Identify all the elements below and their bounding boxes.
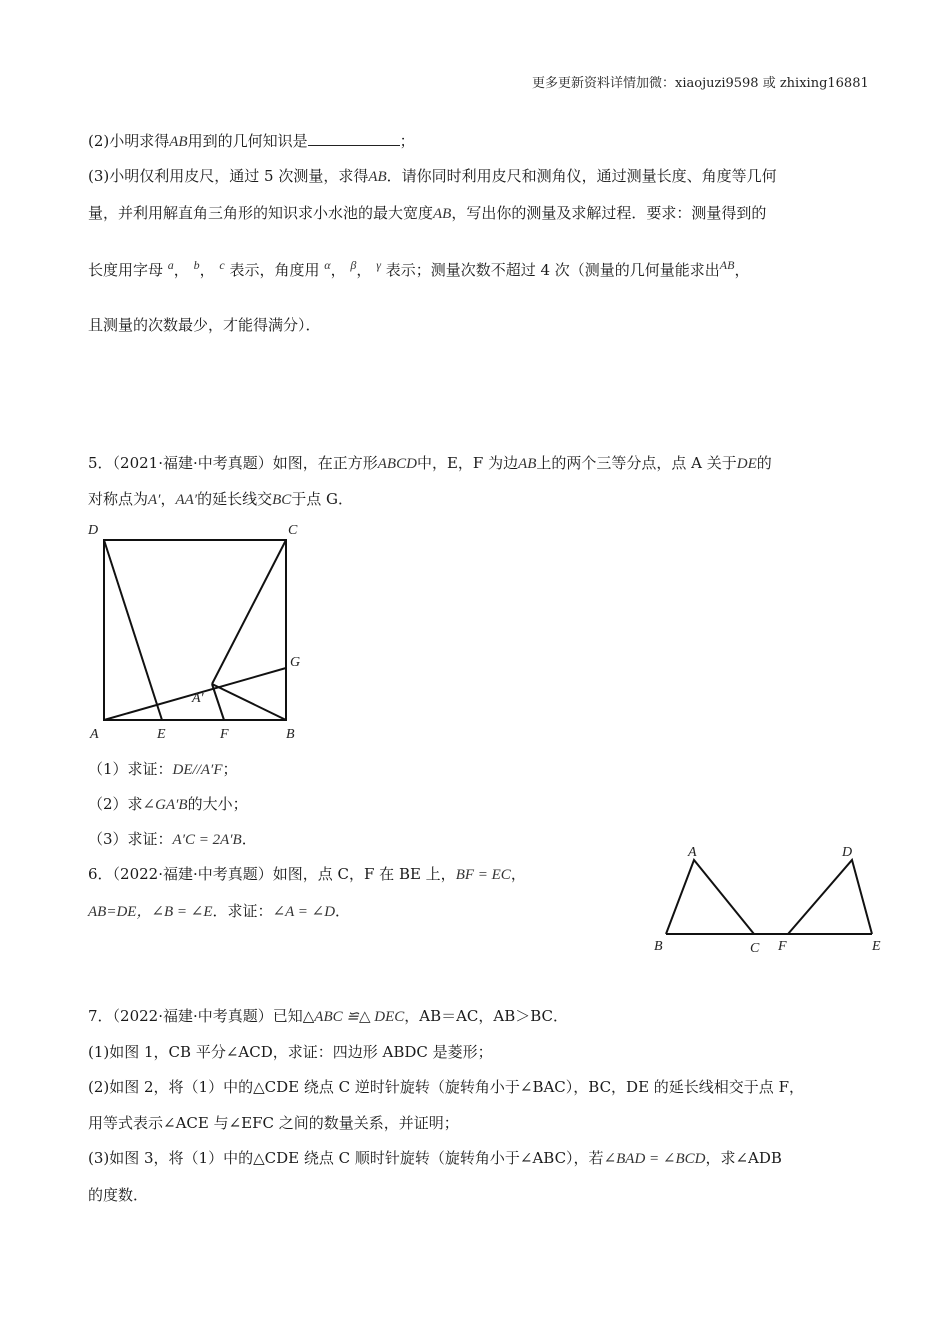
- q5-sub2: （2）求∠GA′B的大小；: [88, 795, 248, 813]
- answer-blank[interactable]: [308, 133, 400, 146]
- label-f: F: [778, 939, 787, 954]
- q6-stem-line1: 6．（2022·福建·中考真题）如图，点 C，F 在 BE 上，BF = EC，: [88, 865, 526, 883]
- label-f: F: [220, 727, 229, 742]
- q4-part3-line1: (3)小明仅利用皮尺，通过 5 次测量，求得AB．请你同时利用皮尺和测角仪，通过测量长度、角度等几何: [88, 167, 777, 185]
- q4-part3-line3: 长度用字母 $^a$， $^b$， $^c$ 表示，角度用 $^\alpha$， $^\beta$， $^\gamma$ 表示；测量次数不超过 4 次（测量的几何量能求出$^{AB}$，: [88, 258, 750, 279]
- label-d: D: [88, 523, 99, 538]
- label-c: C: [288, 523, 298, 538]
- q7-part1: (1)如图 1，CB 平分∠ACD，求证：四边形 ABDC 是菱形；: [88, 1043, 493, 1061]
- q5-sub3: （3）求证：A′C = 2A′B．: [88, 830, 257, 848]
- label-b: B: [654, 939, 663, 954]
- q7-part3-line1: (3)如图 3，将（1）中的△CDE 绕点 C 顺时针旋转（旋转角小于∠ABC），若∠BAD = ∠BCD，求∠ADB: [88, 1149, 782, 1167]
- math-ab: AB: [169, 134, 188, 150]
- segment-ca-prime: [212, 540, 286, 684]
- q6-stem-line2: AB=DE，∠B = ∠E．求证：∠A = ∠D．: [88, 902, 351, 920]
- q4-part3-line2: 量，并利用解直角三角形的知识求小水池的最大宽度AB，写出你的测量及求解过程．要求：测量得到的: [88, 204, 767, 222]
- q4-part2: (2)小明求得AB用到的几何知识是 ；: [88, 132, 415, 150]
- q5-stem-line1: 5．（2021·福建·中考真题）如图，在正方形ABCD中，E，F 为边AB上的两个三等分点，点 A 关于DE的: [88, 454, 772, 472]
- label-b: B: [286, 727, 295, 742]
- q7-part3-line2: 的度数．: [88, 1186, 149, 1204]
- q5-sub1: （1）求证：DE//A′F；: [88, 760, 238, 778]
- q7-stem: 7．（2022·福建·中考真题）已知△ABC ≌△ DEC，AB＝AC，AB＞BC．: [88, 1007, 569, 1025]
- label-e: E: [872, 939, 881, 954]
- label-a-prime: A′: [192, 691, 204, 706]
- label-g: G: [290, 655, 301, 670]
- q6-triangles-figure: [648, 840, 888, 958]
- label-c: C: [750, 941, 760, 956]
- label-a: A: [90, 727, 99, 742]
- label-d: D: [842, 845, 853, 860]
- q5-square-figure: [80, 516, 320, 746]
- triangle-abc-sides: [666, 860, 754, 934]
- label-a: A: [688, 845, 697, 860]
- segment-de: [104, 540, 162, 720]
- q7-part2-line1: (2)如图 2，将（1）中的△CDE 绕点 C 逆时针旋转（旋转角小于∠BAC），BC，DE 的延长线相交于点 F，: [88, 1078, 804, 1096]
- q4-part3-line4: 且测量的次数最少，才能得满分）．: [88, 316, 321, 334]
- page-header: 更多更新资料详情加微：xiaojuzi9598 或 zhixing16881: [532, 76, 869, 91]
- triangle-def-sides: [788, 860, 872, 934]
- label-e: E: [157, 727, 166, 742]
- q5-stem-line2: 对称点为A′，AA′的延长线交BC于点 G．: [88, 490, 354, 508]
- q7-part2-line2: 用等式表示∠ACE 与∠EFC 之间的数量关系，并证明；: [88, 1114, 459, 1132]
